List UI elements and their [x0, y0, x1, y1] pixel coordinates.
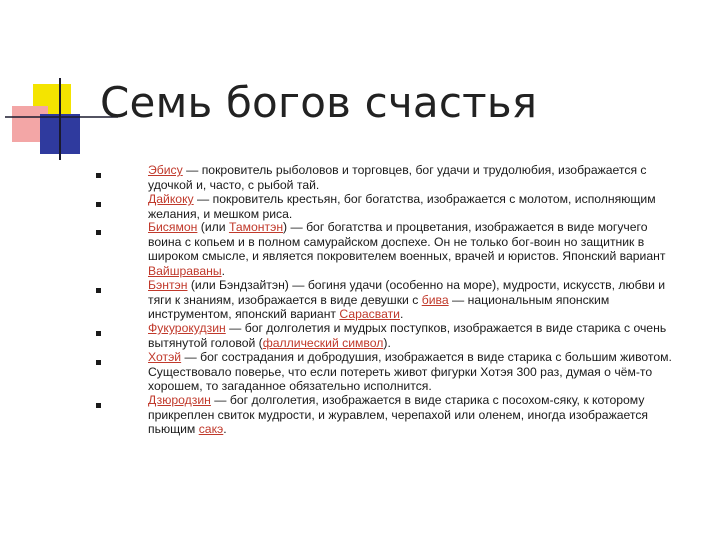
link-sarasvati[interactable]: Сарасвати [339, 307, 400, 321]
link-phallic-symbol[interactable]: фаллический символ [262, 335, 384, 350]
item-text: — бог долголетия и мудрых поступков, изображается в виде старика с очень вытянутой головой ( [148, 321, 667, 350]
item-text: . [223, 422, 227, 436]
item-text: (или [197, 220, 229, 234]
item-text: — покровитель рыболовов и торговцев, бог удачи и трудолюбия, изображается с удочкой и, часто, с рыбой тай. [148, 163, 647, 192]
link-daikoku[interactable]: Дайкоку [148, 192, 194, 206]
list-item-jurojin [148, 393, 683, 437]
link-fukurokuju[interactable]: Фукурокудзин [148, 321, 226, 335]
item-text: . [221, 263, 226, 278]
bullet-icon [96, 173, 101, 178]
list-item-ebisu [148, 163, 683, 192]
link-ebisu[interactable]: Эбису [148, 163, 183, 177]
list-item-daikoku [148, 192, 683, 221]
link-jurojin[interactable]: Дзюродзин [148, 393, 211, 407]
list-item-fukurokuju [148, 321, 683, 350]
list-item-bishamon [148, 220, 683, 278]
item-text: ) — бог богатства и процветания, изображается в виде могучего воина с копьем и в полном самурайском доспехе. Он не только бог-воин но защитник в широком смысле, и является покровителем военных, врачей и юристов. Японский вариант [148, 220, 666, 263]
item-text: — национальным японским инструментом, японский вариант [148, 292, 610, 321]
bullet-icon [96, 202, 101, 207]
bullet-icon [96, 230, 101, 235]
list-item-benten [148, 278, 683, 322]
item-text: (или Бэндзайтэн) — богиня удачи (особенно на море), мудрости, искусств, любви и тяги к знаниям, изображается в виде девушки с [148, 278, 666, 307]
link-bishamon[interactable]: Бисямон [148, 220, 198, 234]
item-text: . [400, 307, 404, 321]
link-tamonten[interactable]: Тамонтэн [228, 220, 284, 234]
list-item-hotei [148, 350, 683, 394]
link-hotei[interactable]: Хотэй [148, 350, 182, 364]
item-text: — бог долголетия, изображается в виде старика с посохом-сяку, к которому прикреплен свиток мудрости, и журавлем, черепахой или оленем, иногда изображается пьющим [148, 393, 649, 436]
item-text: ). [383, 335, 391, 350]
link-vaishravana[interactable]: Вайшраваны [148, 263, 222, 278]
link-biwa[interactable]: бива [421, 292, 449, 307]
item-text: — бог сострадания и добродушия, изображается в виде старика с большим животом. Существовало поверье, что если потереть живот фигурки Хотэя 300 раз, думая о чём-то хорошем, то загаданное обязательно исполнится. [148, 350, 672, 393]
link-sake[interactable]: сакэ [198, 422, 224, 436]
bullet-icon [96, 360, 101, 365]
link-benten[interactable]: Бэнтэн [148, 278, 188, 292]
item-text: — покровитель крестьян, бог богатства, изображается с молотом, исполняющим желания, и мешком риса. [148, 192, 656, 221]
bullet-icon [96, 331, 101, 336]
bullet-icon [96, 403, 101, 408]
slide-title: Семь богов счастья [100, 78, 538, 127]
bullet-icon [96, 288, 101, 293]
